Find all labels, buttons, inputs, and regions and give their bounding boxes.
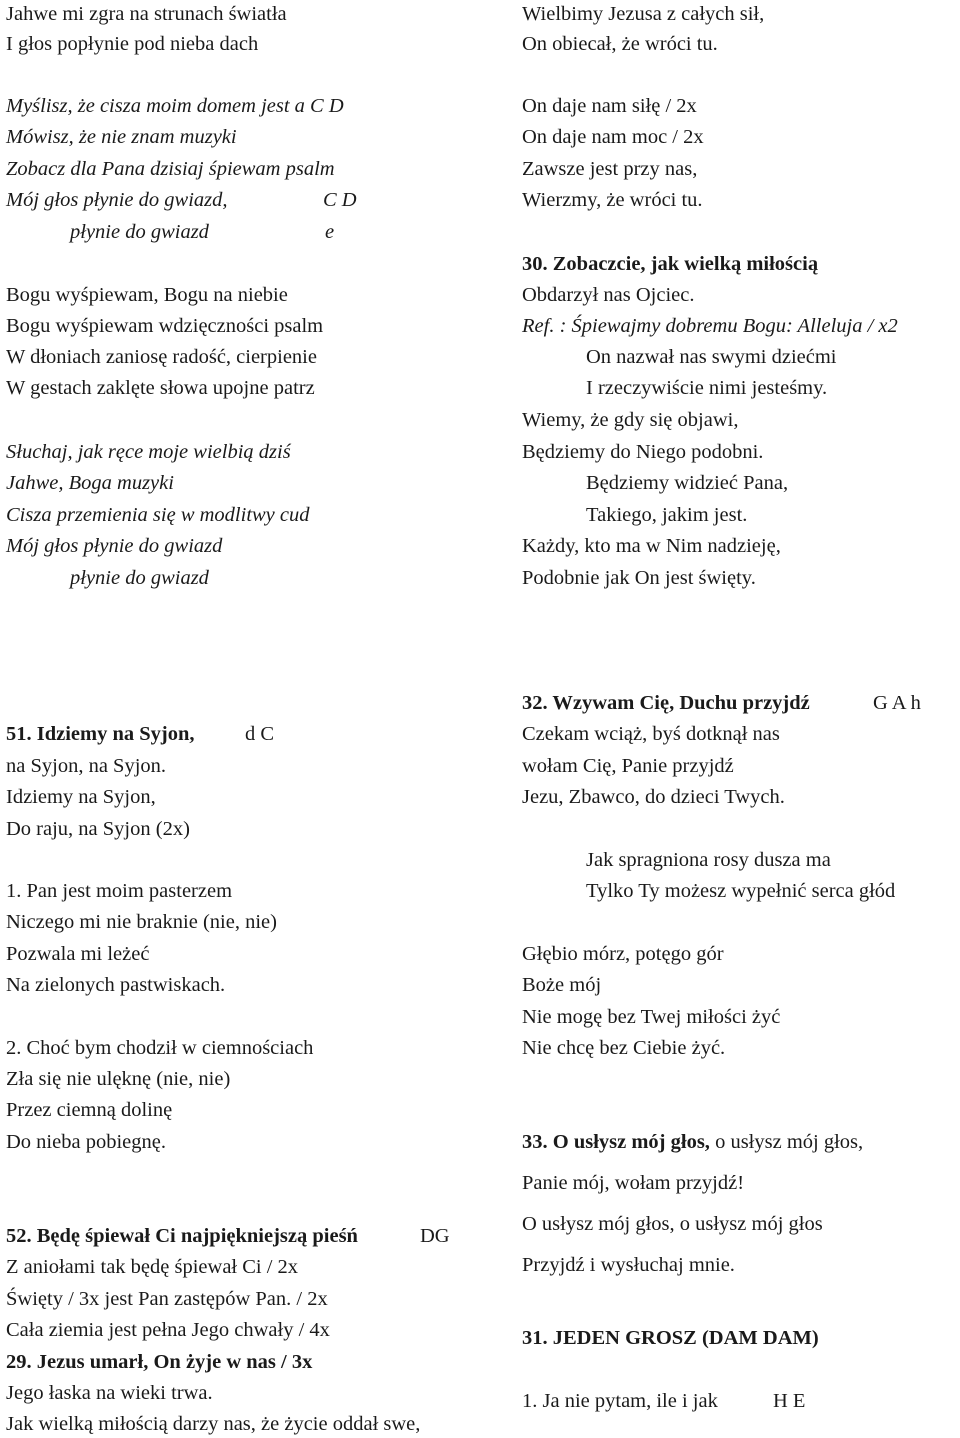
- lyric-line: On daje nam siłę / 2x: [522, 95, 697, 117]
- lyric-line: na Syjon, na Syjon.: [6, 755, 167, 777]
- lyric-line: Słuchaj, jak ręce moje wielbią dziś: [6, 441, 291, 463]
- lyric-line: Zobacz dla Pana dzisiaj śpiewam psalm: [6, 158, 335, 180]
- lyric-line: Święty / 3x jest Pan zastępów Pan. / 2x: [6, 1288, 328, 1310]
- lyric-line: I rzeczywiście nimi jesteśmy.: [586, 377, 828, 399]
- lyric-line: Będziemy widzieć Pana,: [586, 472, 789, 494]
- lyric-line: On obiecał, że wróci tu.: [522, 33, 718, 55]
- lyric-line: Zła się nie ulęknę (nie, nie): [6, 1068, 231, 1090]
- lyric-line: Będziemy do Niego podobni.: [522, 441, 764, 463]
- lyric-line: Przyjdź i wysłuchaj mnie.: [522, 1254, 735, 1276]
- lyric-line: Jak spragniona rosy dusza ma: [586, 849, 831, 871]
- song-title: 30. Zobaczcie, jak wielką miłością: [522, 253, 819, 275]
- song-title: 52. Będę śpiewał Ci najpiękniejszą pieśń: [6, 1225, 358, 1247]
- lyric-line: Jak wielką miłością darzy nas, że życie oddał swe,: [6, 1413, 421, 1435]
- lyric-line: On daje nam moc / 2x: [522, 126, 704, 148]
- lyric-line: Mówisz, że nie znam muzyki: [6, 126, 237, 148]
- lyric-line: wołam Cię, Panie przyjdź: [522, 755, 734, 777]
- lyric-line: Przez ciemną dolinę: [6, 1099, 173, 1121]
- song-title: 51. Idziemy na Syjon,: [6, 723, 195, 745]
- song-title: 32. Wzywam Cię, Duchu przyjdź: [522, 692, 810, 714]
- lyric-line: Bogu wyśpiewam, Bogu na niebie: [6, 284, 288, 306]
- lyric-line: Mój głos płynie do gwiazd: [6, 535, 223, 557]
- lyric-line: Wierzmy, że wróci tu.: [522, 189, 703, 211]
- lyric-line: Wielbimy Jezusa z całych sił,: [522, 3, 765, 25]
- lyric-line: płynie do gwiazd: [70, 221, 209, 243]
- lyric-line: Bogu wyśpiewam wdzięczności psalm: [6, 315, 324, 337]
- lyric-line: Jahwe mi zgra na strunach światła: [6, 3, 287, 25]
- lyric-line: Każdy, kto ma w Nim nadzieję,: [522, 535, 781, 557]
- lyric-line: Boże mój: [522, 974, 602, 996]
- lyric-line: 2. Choć bym chodził w ciemnościach: [6, 1037, 314, 1059]
- lyric-line: Panie mój, wołam przyjdź!: [522, 1172, 745, 1194]
- lyric-line: Mój głos płynie do gwiazd,: [6, 189, 228, 211]
- lyric-line: I głos popłynie pod nieba dach: [6, 33, 259, 55]
- song-title: 29. Jezus umarł, On żyje w nas / 3x: [6, 1351, 313, 1373]
- lyric-line: Cisza przemienia się w modlitwy cud: [6, 504, 310, 526]
- lyric-line: 1. Ja nie pytam, ile i jak: [522, 1390, 718, 1412]
- chord-label: H E: [773, 1390, 806, 1412]
- lyric-line: Pozwala mi leżeć: [6, 943, 150, 965]
- chord-label: DG: [420, 1225, 450, 1247]
- song-title: 33. O usłysz mój głos,: [522, 1131, 710, 1153]
- chord-label: d C: [245, 723, 275, 745]
- lyric-line: Czekam wciąż, byś dotknął nas: [522, 723, 780, 745]
- lyric-line: Zawsze jest przy nas,: [522, 158, 698, 180]
- lyric-line: Jezu, Zbawco, do dzieci Twych.: [522, 786, 785, 808]
- lyric-line: Podobnie jak On jest święty.: [522, 567, 756, 589]
- lyric-line: Nie chcę bez Ciebie żyć.: [522, 1037, 726, 1059]
- lyric-line: Na zielonych pastwiskach.: [6, 974, 226, 996]
- lyric-line: Głębio mórz, potęgo gór: [522, 943, 724, 965]
- lyric-line: Takiego, jakim jest.: [586, 504, 748, 526]
- chord-label: e: [325, 221, 335, 243]
- lyric-line: Myślisz, że cisza moim domem jest a C D: [6, 95, 344, 117]
- lyric-line: Jahwe, Boga muzyki: [6, 472, 174, 494]
- song-title: 31. JEDEN GROSZ (DAM DAM): [522, 1327, 819, 1349]
- lyric-line: Tylko Ty możesz wypełnić serca głód: [586, 880, 896, 902]
- lyric-line: Do nieba pobiegnę.: [6, 1131, 166, 1153]
- lyric-line: Jego łaska na wieki trwa.: [6, 1382, 213, 1404]
- refrain-line: Ref. : Śpiewajmy dobremu Bogu: Alleluja / x2: [522, 315, 898, 337]
- lyric-line: On nazwał nas swymi dziećmi: [586, 346, 837, 368]
- lyric-line: W gestach zaklęte słowa upojne patrz: [6, 377, 315, 399]
- lyric-line: Do raju, na Syjon (2x): [6, 818, 190, 840]
- chord-label: C D: [323, 189, 357, 211]
- lyric-line: Wiemy, że gdy się objawi,: [522, 409, 739, 431]
- lyric-line: Idziemy na Syjon,: [6, 786, 156, 808]
- lyric-line: 1. Pan jest moim pasterzem: [6, 880, 233, 902]
- lyric-line: płynie do gwiazd: [70, 567, 209, 589]
- lyric-line: Z aniołami tak będę śpiewał Ci / 2x: [6, 1256, 299, 1278]
- lyric-line: W dłoniach zaniosę radość, cierpienie: [6, 346, 317, 368]
- lyric-line: O usłysz mój głos, o usłysz mój głos: [522, 1213, 823, 1235]
- lyric-fragment: o usłysz mój głos,: [709, 1131, 864, 1153]
- lyric-line: Cała ziemia jest pełna Jego chwały / 4x: [6, 1319, 330, 1341]
- chord-label: G A h: [873, 692, 921, 714]
- lyric-line: Obdarzył nas Ojciec.: [522, 284, 695, 306]
- lyric-line: Nie mogę bez Twej miłości żyć: [522, 1006, 781, 1028]
- song-title-line: [522, 1129, 863, 1155]
- lyric-line: Niczego mi nie braknie (nie, nie): [6, 911, 277, 933]
